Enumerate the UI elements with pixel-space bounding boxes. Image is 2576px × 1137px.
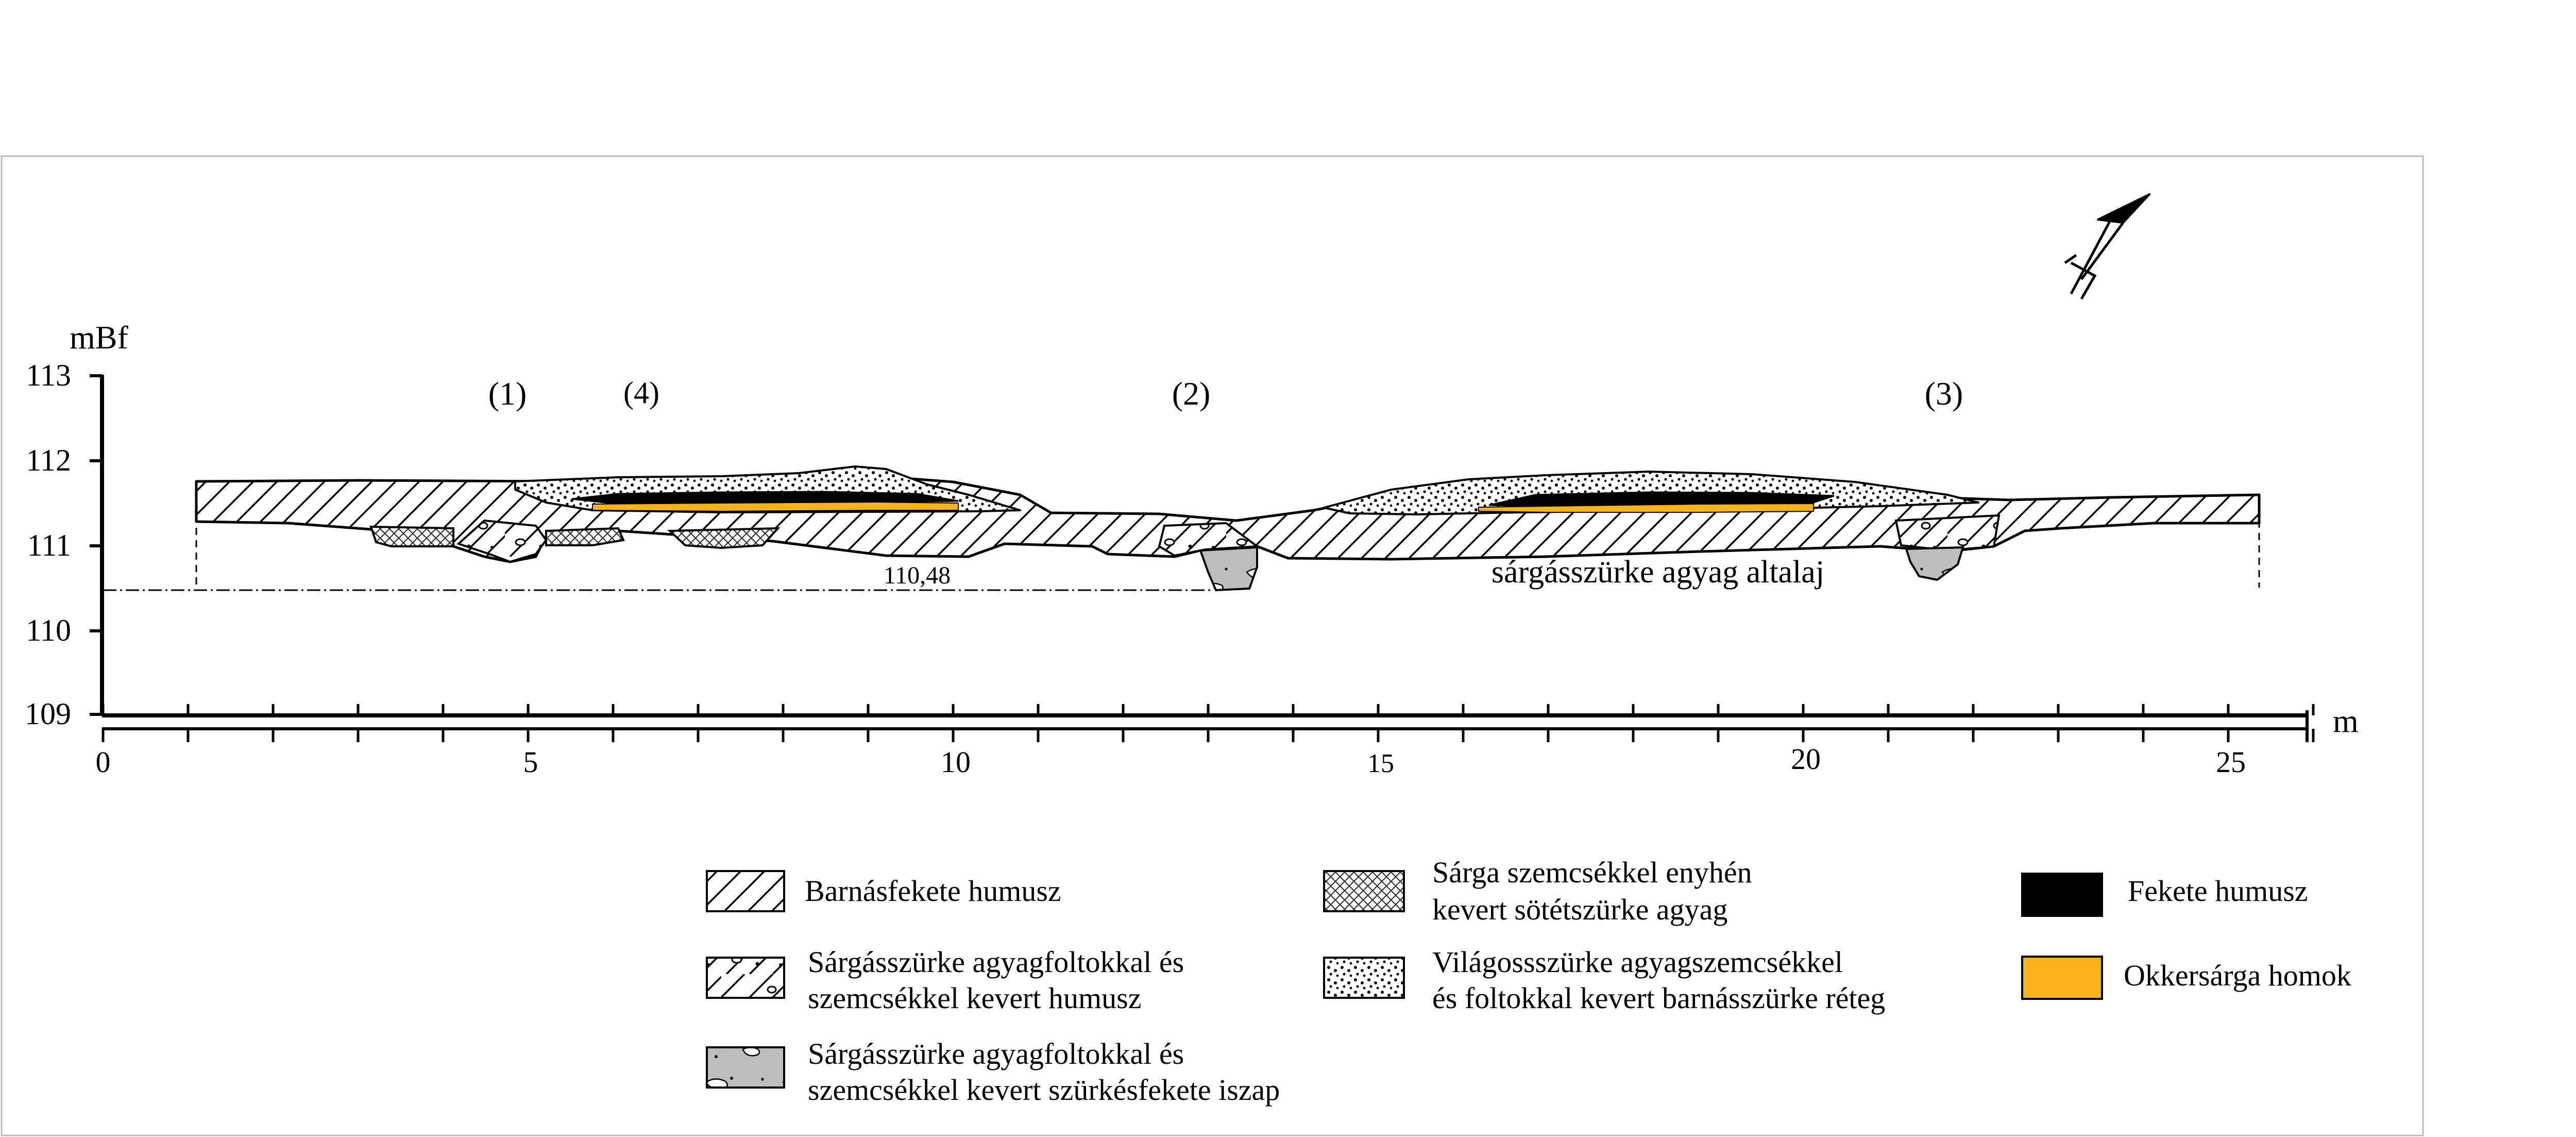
legend-swatch-ochre-sand xyxy=(2022,957,2102,999)
legend-label: Barnásfekete humusz xyxy=(805,874,1061,908)
x-axis-unit: m xyxy=(2333,703,2359,739)
y-axis xyxy=(25,319,128,731)
legend-label: Fekete humusz xyxy=(2128,874,2308,908)
legend-label: szemcsékkel kevert szürkésfekete iszap xyxy=(808,1073,1280,1107)
legend-swatch-humus xyxy=(707,871,784,911)
north-arrow-label: N xyxy=(2084,268,2085,269)
ochre-sand-band xyxy=(592,502,958,511)
feature-label-4: (4) xyxy=(623,376,659,410)
y-axis-unit: mBf xyxy=(70,319,128,356)
x-tick-label: 10 xyxy=(941,745,971,779)
datum-line xyxy=(103,562,1211,590)
x-axis xyxy=(96,703,2359,779)
y-tick-label: 111 xyxy=(27,528,71,562)
y-tick-label: 110 xyxy=(26,613,71,647)
north-arrow-icon xyxy=(2065,194,2149,299)
feature-label-2: (2) xyxy=(1172,375,1211,412)
datum-level-label: 110,48 xyxy=(883,562,951,589)
y-tick-label: 109 xyxy=(25,697,71,731)
y-tick-label: 112 xyxy=(26,443,71,477)
mixed-humus-patch xyxy=(1896,515,1999,550)
legend-swatch-mixed-humus xyxy=(707,958,784,998)
feature-label-3: (3) xyxy=(1924,375,1963,412)
legend-label: és foltokkal kevert barnásszürke réteg xyxy=(1432,981,1886,1015)
x-tick-label: 0 xyxy=(95,745,111,779)
legend-label: szemcsékkel kevert humusz xyxy=(808,981,1142,1015)
silt-pit xyxy=(1906,547,1963,580)
feature-label-1: (1) xyxy=(488,375,527,412)
legend-label: Sárgásszürke agyagfoltokkal és xyxy=(808,1037,1184,1071)
legend-swatch-black-humus xyxy=(2022,874,2102,916)
legend-label: Sárga szemcsékkel enyhén xyxy=(1432,856,1752,889)
x-tick-label: 25 xyxy=(2216,745,2246,779)
legend-label: Okkersárga homok xyxy=(2124,959,2351,992)
subsoil-label: sárgásszürke agyag altalaj xyxy=(1491,555,1825,590)
x-tick-label: 20 xyxy=(1791,742,1821,776)
legend-swatch-silt xyxy=(707,1047,784,1088)
x-tick-label: 15 xyxy=(1367,749,1394,778)
clay-lens xyxy=(371,527,453,546)
y-tick-label: 113 xyxy=(26,358,71,392)
legend-label: Világossszürke agyagszemcsékkel xyxy=(1432,945,1843,979)
legend-swatch-dotted xyxy=(1324,958,1404,998)
legend-label: Sárgásszürke agyagfoltokkal és xyxy=(808,945,1184,979)
clay-lens xyxy=(546,528,623,545)
legend-swatch-clay xyxy=(1324,871,1404,911)
clay-lens xyxy=(670,528,778,548)
x-tick-label: 5 xyxy=(523,745,538,779)
legend xyxy=(707,856,2351,1107)
legend-label: kevert sötétszürke agyag xyxy=(1432,893,1728,926)
silt-pit xyxy=(1200,547,1257,590)
